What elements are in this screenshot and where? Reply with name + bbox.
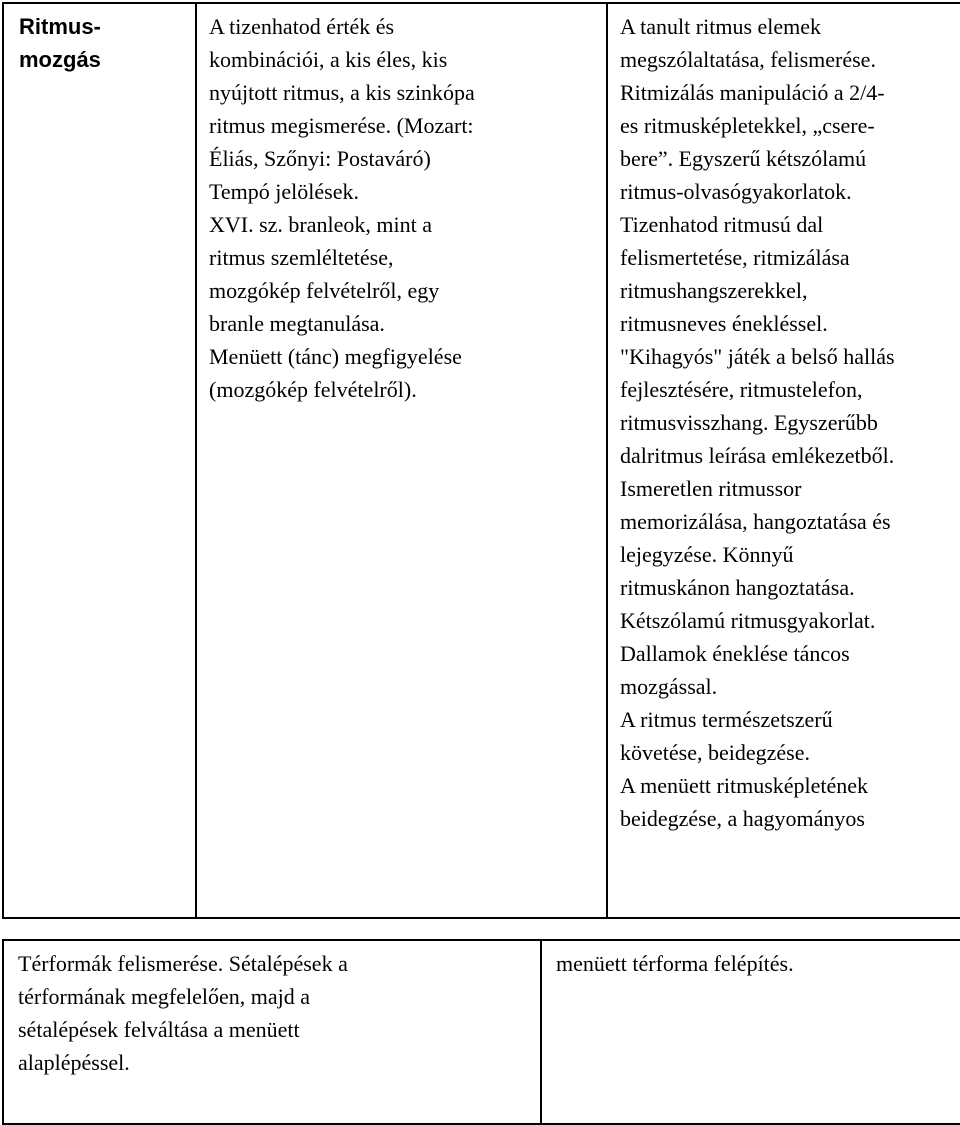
curriculum-table-top — [2, 2, 960, 919]
activity-line-16: memorizálása, hangoztatása és — [620, 509, 891, 534]
content-line-5: Éliás, Szőnyi: Postaváró) — [209, 146, 431, 171]
activity-line-12: fejlesztésére, ritmustelefon, — [620, 377, 863, 402]
activity-line-5: bere”. Egyszerű kétszólamú — [620, 146, 867, 171]
space-forms-line-4: alaplépéssel. — [18, 1050, 130, 1075]
content-line-1: A tizenhatod érték és — [209, 14, 395, 39]
activity-line-19: Kétszólamú ritmusgyakorlat. — [620, 608, 876, 633]
topic-cell — [3, 3, 196, 918]
content-line-4: ritmus megismerése. (Mozart: — [209, 113, 474, 138]
activity-line-20: Dallamok éneklése táncos — [620, 641, 850, 666]
activity-line-15: Ismeretlen ritmussor — [620, 476, 802, 501]
activity-line-6: ritmus-olvasógyakorlatok. — [620, 179, 852, 204]
activity-line-24: A menüett ritmusképletének — [620, 773, 869, 798]
activity-line-21: mozgással. — [620, 674, 718, 699]
activity-line-11: "Kihagyós" játék a belső hallás — [620, 344, 895, 369]
activity-line-7: Tizenhatod ritmusú dal — [620, 212, 824, 237]
activity-line-23: követése, beidegzése. — [620, 740, 810, 765]
activity-line-13: ritmusvisszhang. Egyszerűbb — [620, 410, 878, 435]
content-line-3: nyújtott ritmus, a kis szinkópa — [209, 80, 475, 105]
activity-line-10: ritmusneves énekléssel. — [620, 311, 828, 336]
topic-heading-line-1: Ritmus- — [19, 14, 101, 39]
content-line-9: mozgókép felvételről, egy — [209, 278, 440, 303]
minuet-form-line-1: menüett térforma felépítés. — [556, 951, 794, 976]
activity-line-3: Ritmizálás manipuláció a 2/4- — [620, 80, 885, 105]
space-forms-line-1: Térformák felismerése. Sétalépések a — [18, 951, 348, 976]
content-cell — [196, 3, 607, 918]
activity-line-18: ritmuskánon hangoztatása. — [620, 575, 855, 600]
activity-line-1: A tanult ritmus elemek — [620, 14, 822, 39]
content-line-8: ritmus szemléltetése, — [209, 245, 394, 270]
content-line-6: Tempó jelölések. — [209, 179, 359, 204]
content-line-11: Menüett (tánc) megfigyelése — [209, 344, 462, 369]
curriculum-table-bottom — [2, 939, 960, 1125]
activity-line-9: ritmushangszerekkel, — [620, 278, 808, 303]
minuet-form-cell — [541, 940, 960, 1124]
space-forms-line-2: térformának megfelelően, majd a — [18, 984, 310, 1009]
activity-line-14: dalritmus leírása emlékezetből. — [620, 443, 895, 468]
activity-line-2: megszólaltatása, felismerése. — [620, 47, 876, 72]
activities-cell — [607, 3, 960, 918]
content-line-10: branle megtanulása. — [209, 311, 385, 336]
content-line-12: (mozgókép felvételről). — [209, 377, 417, 402]
topic-heading-line-2: mozgás — [19, 47, 101, 72]
activity-line-4: es ritmusképletekkel, „csere- — [620, 113, 875, 138]
space-forms-cell — [3, 940, 541, 1124]
content-line-2: kombinációi, a kis éles, kis — [209, 47, 448, 72]
activity-line-25: beidegzése, a hagyományos — [620, 806, 865, 831]
table-row — [3, 3, 960, 918]
activity-line-17: lejegyzése. Könnyű — [620, 542, 794, 567]
space-forms-line-3: sétalépések felváltása a menüett — [18, 1017, 300, 1042]
activity-line-22: A ritmus természetszerű — [620, 707, 833, 732]
activity-line-8: felismertetése, ritmizálása — [620, 245, 850, 270]
content-line-7: XVI. sz. branleok, mint a — [209, 212, 432, 237]
table-row — [3, 940, 960, 1124]
